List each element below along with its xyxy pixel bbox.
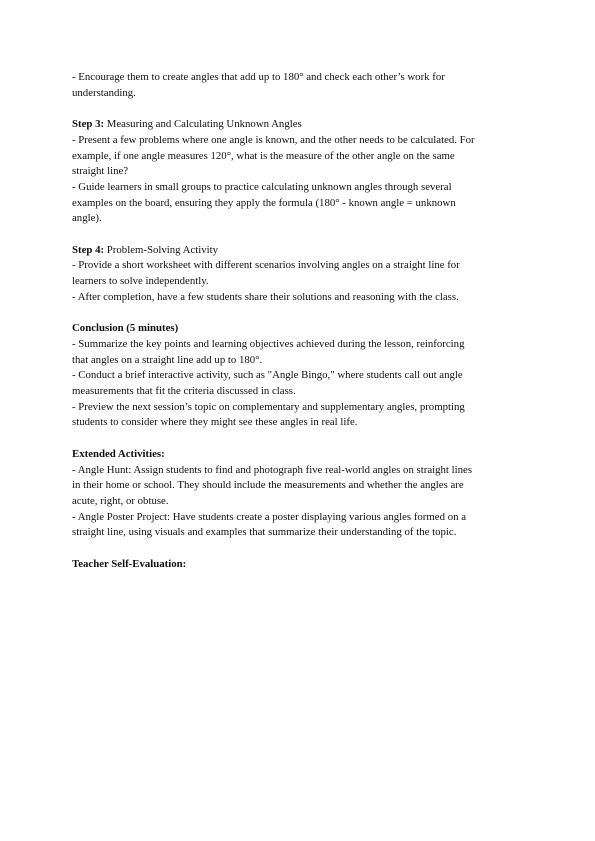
text-line: examples on the board, ensuring they apply the formula (180° - known angle = unknown bbox=[72, 196, 456, 209]
step-4-label: Step 4: bbox=[72, 243, 105, 256]
step-3-heading bbox=[72, 117, 522, 133]
step-3-section bbox=[72, 117, 522, 227]
intro-paragraph bbox=[72, 70, 522, 101]
step-4-title: Problem-Solving Activity bbox=[104, 243, 219, 256]
conclusion-section bbox=[72, 321, 522, 431]
text-line: straight line, using visuals and examples that summarize their understanding of the topic. bbox=[72, 526, 457, 539]
self-evaluation-heading: Teacher Self-Evaluation: bbox=[72, 557, 187, 570]
step-4-heading bbox=[72, 243, 522, 259]
document-body bbox=[72, 70, 522, 572]
text-line: - Angle Hunt: Assign students to find and photograph five real-world angles on straight lines bbox=[72, 463, 473, 476]
text-line: students to consider where they might see these angles in real life. bbox=[72, 416, 358, 429]
text-line: - Encourage them to create angles that add up to 180° and check each other’s work for bbox=[72, 71, 445, 83]
text-line: learners to solve independently. bbox=[72, 275, 209, 288]
text-line: - Guide learners in small groups to practice calculating unknown angles through several bbox=[72, 180, 452, 193]
paragraph-spacer bbox=[72, 431, 522, 447]
text-line: in their home or school. They should include the measurements and whether the angles are bbox=[72, 479, 464, 492]
text-line: - Summarize the key points and learning objectives achieved during the lesson, reinforcing bbox=[72, 337, 465, 350]
paragraph-spacer bbox=[72, 306, 522, 322]
text-line: - Preview the next session’s topic on complementary and supplementary angles, prompting bbox=[72, 400, 465, 413]
text-line: that angles on a straight line add up to 180°. bbox=[72, 353, 263, 366]
paragraph-spacer bbox=[72, 541, 522, 557]
text-line: - Provide a short worksheet with different scenarios involving angles on a straight line for bbox=[72, 259, 460, 272]
text-line: - Angle Poster Project: Have students create a poster displaying various angles formed on a bbox=[72, 510, 466, 523]
self-evaluation-section bbox=[72, 557, 522, 573]
paragraph-spacer bbox=[72, 101, 522, 117]
extended-activities-heading: Extended Activities: bbox=[72, 447, 165, 460]
text-line: measurements that fit the criteria discussed in class. bbox=[72, 385, 296, 398]
text-line: understanding. bbox=[72, 86, 136, 99]
step-4-section bbox=[72, 243, 522, 306]
text-line: straight line? bbox=[72, 165, 129, 178]
text-line: - Present a few problems where one angle is known, and the other needs to be calculated. For bbox=[72, 133, 475, 146]
text-line: acute, right, or obtuse. bbox=[72, 494, 169, 507]
extended-activities-section bbox=[72, 447, 522, 541]
step-3-label: Step 3: bbox=[72, 118, 105, 131]
text-line: - Conduct a brief interactive activity, such as "Angle Bingo," where students call out angle bbox=[72, 369, 463, 382]
text-line: angle). bbox=[72, 212, 102, 225]
step-3-title: Measuring and Calculating Unknown Angles bbox=[104, 118, 302, 131]
text-line: example, if one angle measures 120°, what is the measure of the other angle on the same bbox=[72, 149, 455, 162]
paragraph-spacer bbox=[72, 227, 522, 243]
conclusion-heading: Conclusion (5 minutes) bbox=[72, 322, 179, 335]
text-line: - After completion, have a few students share their solutions and reasoning with the class. bbox=[72, 290, 459, 303]
